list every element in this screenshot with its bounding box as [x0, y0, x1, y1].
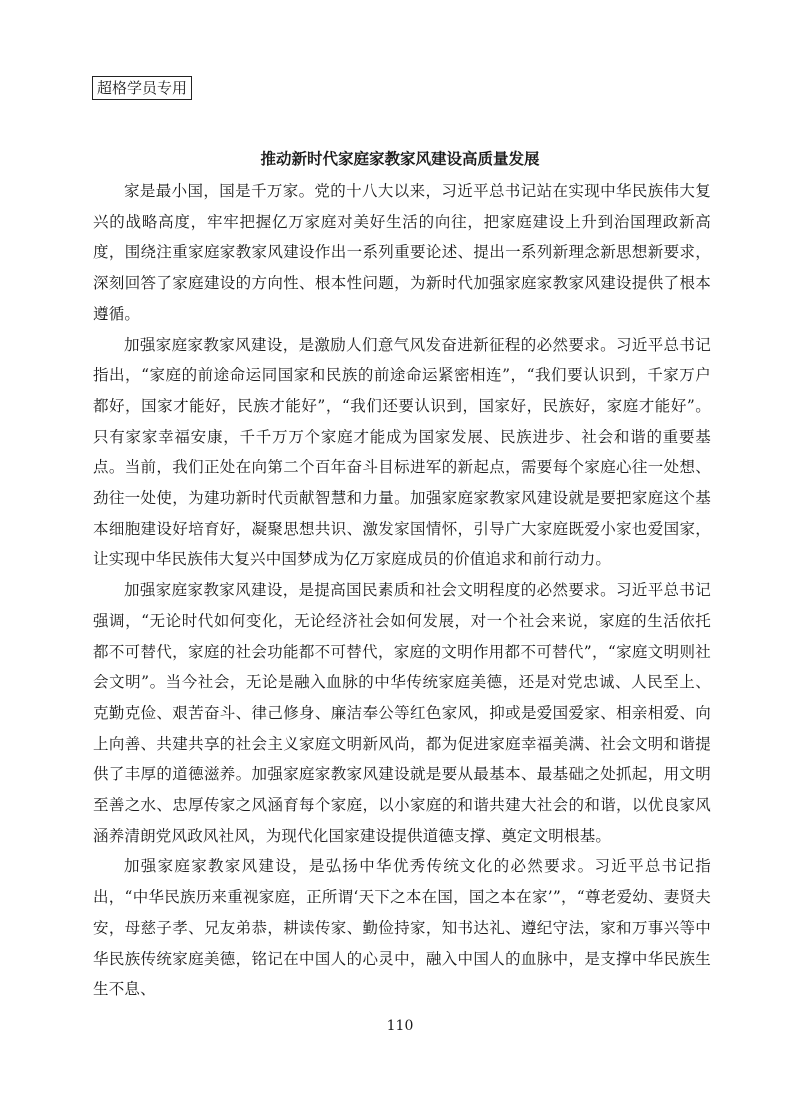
paragraph: 加强家庭家教家风建设，是提高国民素质和社会文明程度的必然要求。习近平总书记强调，“无论时代如何变化，无论经济社会如何发展，对一个社会来说，家庭的生活依托都不可替代，家庭的社会功能都不可替代，家庭的文明作用都不可替代”，“家庭文明则社会文明”。当今社会，无论是融入血脉的中华传统家庭美德，还是对党忠诚、人民至上、克勤克俭、艰苦奋斗、律己修身、廉洁奉公等红色家风，抑或是爱国爱家、相亲相爱、向上向善、共建共享的社会主义家庭文明新风尚，都为促进家庭幸福美满、社会文明和谐提供了丰厚的道德滋养。加强家庭家教家风建设就是要从最基本、最基础之处抓起，用文明至善之水、忠厚传家之风涵育每个家庭，以小家庭的和谐共建大社会的和谐，以优良家风涵养清朗党风政风社风，为现代化国家建设提供道德支撑、奠定文明根基。: [93, 581, 711, 845]
exclusive-badge: 超格学员专用: [92, 76, 192, 100]
paragraph: 加强家庭家教家风建设，是弘扬中华优秀传统文化的必然要求。习近平总书记指出，“中华民族历来重视家庭，正所谓‘天下之本在国，国之本在家’”，“尊老爱幼、妻贤夫安，母慈子孝、兄友弟恭，耕读传家、勤俭持家，知书达礼、遵纪守法，家和万事兴等中华民族传统家庭美德，铭记在中国人的心灵中，融入中国人的血脉中，是支撑中华民族生生不息、: [93, 857, 711, 999]
article-title: 推动新时代家庭家教家风建设高质量发展: [260, 149, 540, 168]
page-number: 110: [386, 1018, 414, 1034]
paragraph: 家是最小国，国是千万家。党的十八大以来，习近平总书记站在实现中华民族伟大复兴的战略高度，牢牢把握亿万家庭对美好生活的向往，把家庭建设上升到治国理政新高度，围绕注重家庭家教家风建设作出一系列重要论述、提出一系列新理念新思想新要求，深刻回答了家庭建设的方向性、根本性问题，为新时代加强家庭家教家风建设提供了根本遵循。: [93, 182, 711, 323]
article-body: [93, 176, 711, 1005]
paragraph: 加强家庭家教家风建设，是激励人们意气风发奋进新征程的必然要求。习近平总书记指出，“家庭的前途命运同国家和民族的前途命运紧密相连”，“我们要认识到，千家万户都好，国家才能好，民族才能好”，“我们还要认识到，国家好，民族好，家庭才能好”。只有家家幸福安康，千千万万个家庭才能成为国家发展、民族进步、社会和谐的重要基点。当前，我们正处在向第二个百年奋斗目标进军的新起点，需要每个家庭心往一处想、劲往一处使，为建功新时代贡献智慧和力量。加强家庭家教家风建设就是要把家庭这个基本细胞建设好培育好，凝聚思想共识、激发家国情怀，引导广大家庭既爱小家也爱国家，让实现中华民族伟大复兴中国梦成为亿万家庭成员的价值追求和前行动力。: [93, 335, 711, 569]
